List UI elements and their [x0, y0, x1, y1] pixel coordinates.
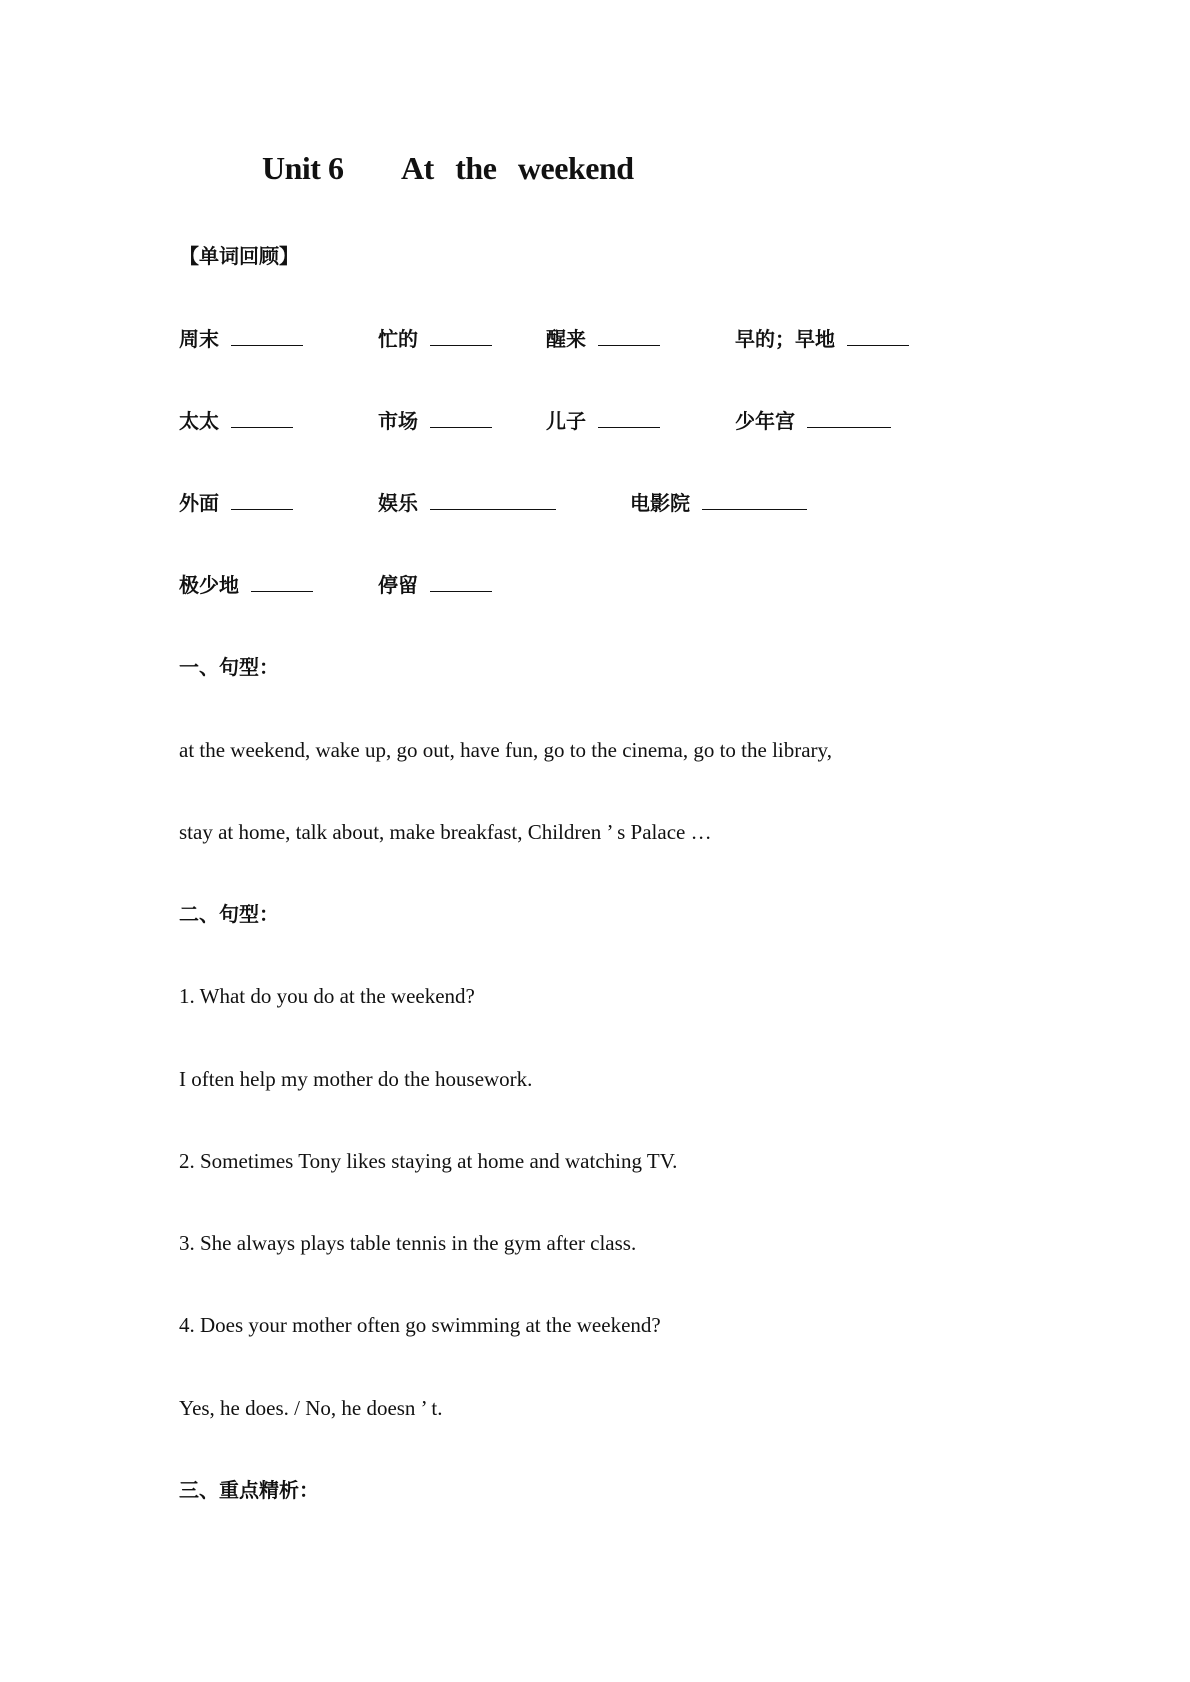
vocab-item — [378, 326, 492, 352]
vocab-word: 醒来 — [546, 327, 586, 351]
vocab-item — [735, 326, 909, 352]
vocab-item — [179, 326, 303, 352]
vocab-word: 早的；早地 — [735, 327, 835, 351]
vocab-item — [735, 408, 891, 434]
answer-blank[interactable] — [231, 491, 293, 510]
vocab-word: 儿子 — [546, 409, 586, 433]
vocab-item — [378, 572, 492, 598]
answer-blank[interactable] — [807, 409, 891, 428]
vocab-word: 少年宫 — [735, 409, 795, 433]
word-review-heading: 【单词回顾】 — [179, 244, 299, 268]
answer-blank[interactable] — [231, 327, 303, 346]
vocab-word: 外面 — [179, 491, 219, 515]
answer-blank[interactable] — [231, 409, 293, 428]
vocab-item — [546, 326, 660, 352]
answer-blank[interactable] — [251, 573, 313, 592]
answer-blank[interactable] — [430, 491, 556, 510]
vocab-word: 娱乐 — [378, 491, 418, 515]
sentence-line: 3. She always plays table tennis in the gym after class. — [179, 1231, 637, 1255]
answer-blank[interactable] — [430, 327, 492, 346]
vocab-word: 周末 — [179, 327, 219, 351]
section3-heading: 三、重点精析： — [179, 1478, 319, 1502]
title-topic: At the weekend — [401, 150, 634, 186]
vocab-item — [630, 490, 807, 516]
vocab-word: 电影院 — [630, 491, 690, 515]
vocab-item — [546, 408, 660, 434]
sentence-line: 1. What do you do at the weekend? — [179, 984, 475, 1008]
vocab-word: 停留 — [378, 573, 418, 597]
section1-heading: 一、句型： — [179, 655, 279, 679]
answer-blank[interactable] — [430, 409, 492, 428]
sentence-line: 4. Does your mother often go swimming at the weekend? — [179, 1313, 661, 1337]
answer-blank[interactable] — [847, 327, 909, 346]
phrase-line: at the weekend, wake up, go out, have fun, go to the cinema, go to the library, — [179, 738, 832, 762]
phrase-line: stay at home, talk about, make breakfast, Children ’ s Palace … — [179, 820, 712, 844]
answer-blank[interactable] — [598, 409, 660, 428]
sentence-line: I often help my mother do the housework. — [179, 1067, 533, 1091]
vocab-item — [179, 408, 293, 434]
sentence-line: 2. Sometimes Tony likes staying at home and watching TV. — [179, 1149, 678, 1173]
vocab-item — [378, 408, 492, 434]
vocab-word: 极少地 — [179, 573, 239, 597]
section2-heading: 二、句型： — [179, 902, 279, 926]
sentence-line: Yes, he does. / No, he doesn ’ t. — [179, 1396, 443, 1420]
vocab-word: 市场 — [378, 409, 418, 433]
answer-blank[interactable] — [430, 573, 492, 592]
answer-blank[interactable] — [702, 491, 807, 510]
vocab-item — [179, 572, 313, 598]
answer-blank[interactable] — [598, 327, 660, 346]
title-unit: Unit 6 — [262, 150, 344, 186]
vocab-word: 忙的 — [378, 327, 418, 351]
vocab-word: 太太 — [179, 409, 219, 433]
vocab-item — [179, 490, 293, 516]
vocab-item — [378, 490, 556, 516]
